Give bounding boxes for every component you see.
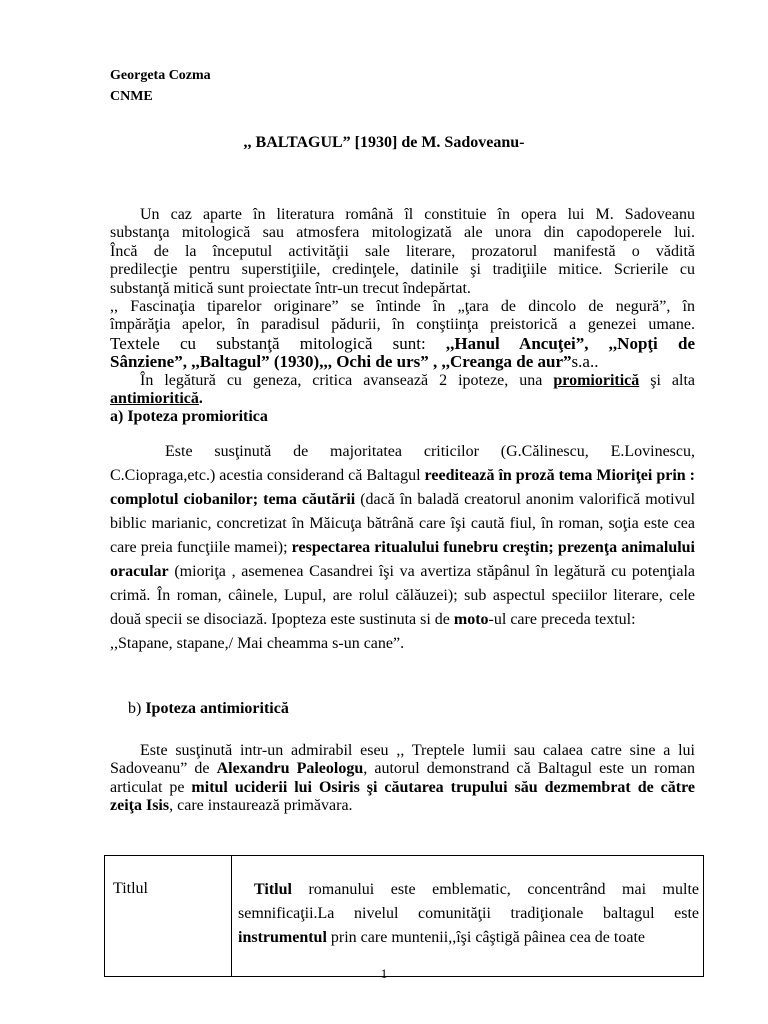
intro-line: Un caz aparte în literatura română îl constituie în opera lui M. Sadoveanu <box>140 206 695 223</box>
intro-text: Textele cu substanţă mitologică sunt: <box>110 333 446 353</box>
intro-titles: Sânziene”, ,,Baltagul” (1930),,, Ochi de urs” , ,,Creanga de aur” <box>110 352 572 372</box>
intro-text: s.a.. <box>571 352 599 372</box>
heading-prefix: b) <box>128 700 146 717</box>
para-text: -ul care preceda textul: <box>488 611 636 628</box>
para-text: (mioriţa , asemenea Casandrei îşi va avertiza stăpânul în legătură cu potenţiala crimă. În roman, câinele, Lupul, are rolul călăuzei); sub aspectul speciilor literare, cele două specii se disociază. Ipopteza este sustinuta si de <box>110 563 695 628</box>
intro-line <box>110 390 695 408</box>
para-text: , autorul demonstrand că Baltagul este un roman articulat pe <box>110 760 696 796</box>
cell-bold: instrumentul <box>238 929 327 946</box>
para-bold: respectarea ritualului funebru creştin; prezenţa animalului oracular <box>110 539 696 580</box>
para-bold: Alexandru Paleologu <box>216 760 364 778</box>
intro-line: Încă de la începutul activităţii sale literare, prozatorul manifestă o vădită <box>110 242 695 260</box>
intro-text: şi alta <box>639 371 696 389</box>
table-content-cell <box>232 856 704 977</box>
intro-titles: ,,Hanul Ancuţei”, ,,Nopţi de <box>445 333 695 353</box>
heading-antimioritica <box>128 700 713 718</box>
intro-line: predilecţie pentru superstiţiile, credinţele, datinile şi tradiţiile mitice. Scrierile cu <box>110 261 695 279</box>
para-bold: mitul uciderii lui Osiris şi căutarea trupului său dezmembrat de către zeiţa Isis <box>110 778 695 815</box>
antimioritica-paragraph <box>110 742 695 816</box>
heading-text: Ipoteza antimioritică <box>145 700 289 717</box>
para-text: Este susţinută intr-un admirabil eseu ,, Treptele lumii sau calaea catre sine a lui Sadoveanu” de <box>110 742 695 778</box>
intro-text: În legătură cu geneza, critica avansează 2 ipoteze, una <box>140 371 554 389</box>
document-title: ,, BALTAGUL” [1930] de M. Sadoveanu- <box>243 134 525 151</box>
intro-line: substanţă mitică sunt proiectate într-un trecut îndepărtat. <box>110 279 471 297</box>
term-promioritica: promioritică <box>553 371 640 389</box>
cell-text: prin care muntenii,,îşi câştigă pâinea cea de toate <box>326 929 645 946</box>
para-text: (dacă în baladă creatorul anonim valorifică motivul biblic marianic, concretizat în Măicuţa bătrână care îşi caută fiul, în roman, soţia este cea care preia funcţiile mamei); <box>110 491 696 556</box>
author-name: Georgeta Cozma <box>110 68 211 83</box>
institution-name: CNME <box>110 89 153 104</box>
intro-line: împărăţia apelor, în paradisul pădurii, în conştiinţa preistorică a genezei umane. <box>110 316 695 334</box>
cell-bold: Titlul <box>254 881 292 898</box>
intro-line <box>110 353 695 371</box>
intro-line: ,, Fascinaţia tiparelor originare” se întinde în „ţara de dincolo de negură”, în <box>110 298 695 316</box>
intro-text: . <box>198 390 203 408</box>
intro-line <box>110 372 695 390</box>
para-bold: reeditează în proză tema Mioriţei prin : complotul ciobanilor; tema căutării <box>110 467 695 508</box>
para-text: ,,Stapane, stapane,/ Mai cheamma s-un cane”. <box>110 635 405 652</box>
term-antimioritica: antimioritică <box>110 390 199 408</box>
intro-line <box>110 335 695 353</box>
heading-promioritica: a) Ipoteza promioritica <box>110 408 268 426</box>
promioritica-paragraph <box>110 440 695 656</box>
intro-section <box>110 206 695 427</box>
page-number: 1 <box>380 966 388 981</box>
intro-line: substanţa mitologică sau atmosfera mitologizată ale unora din capodoperele lui. <box>110 224 695 242</box>
para-bold: moto <box>453 611 489 628</box>
table-label-cell: Titlul <box>105 856 232 977</box>
para-text: Este susţinută de majoritatea criticilor (G.Călinescu, E.Lovinescu, C.Ciopraga,etc.) acestia considerand că Baltagul <box>110 443 695 484</box>
table-row <box>105 856 704 977</box>
analysis-table <box>104 855 704 977</box>
cell-text: romanului este emblematic, concentrând mai multe semnificaţii.La nivelul comunităţii tradiţionale baltagul este <box>238 881 699 922</box>
para-text: , care instaurează primăvara. <box>169 797 353 815</box>
